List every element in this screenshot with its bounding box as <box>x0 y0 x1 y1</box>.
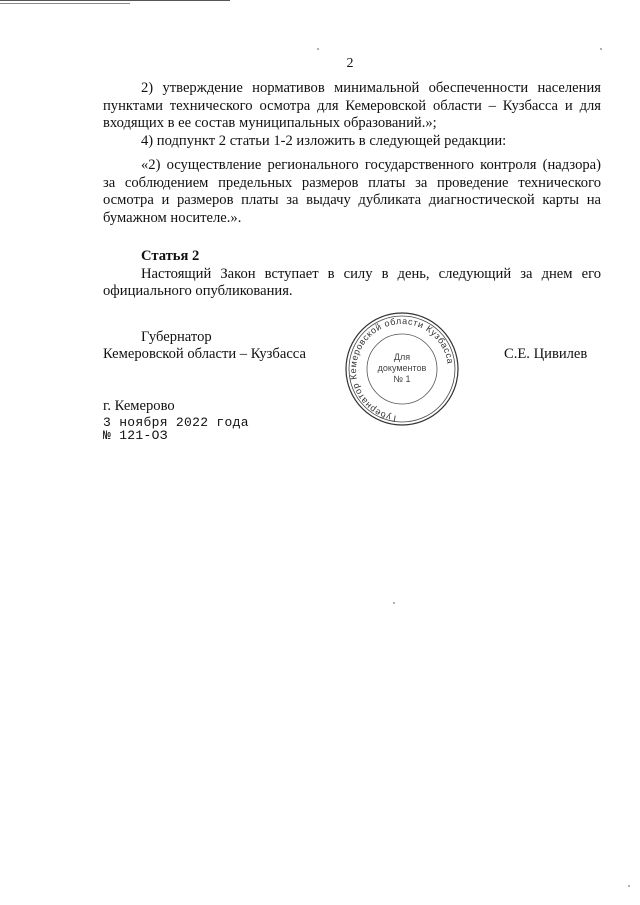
scan-speck <box>628 885 630 887</box>
stamp-center-line3: № 1 <box>393 374 411 384</box>
article-2 <box>103 248 601 301</box>
paragraph-item-4: 4) подпункт 2 статьи 1-2 изложить в следующей редакции: <box>141 132 507 149</box>
page-number: 2 <box>346 56 354 71</box>
quoted-text: «2) осуществление регионального государственного контроля (надзора) за соблюдением предельных размеров платы за проведение технического осмотра и размеров платы за выдачу дубликата диагностической карты на бумажном носителе.». <box>103 157 601 226</box>
signing-date: 3 ноября 2022 года <box>103 415 249 430</box>
stamp-center-line2: документов <box>377 363 427 373</box>
article-heading: Статья 2 <box>141 248 200 264</box>
signature-title-line1: Губернатор <box>141 329 212 345</box>
scan-speck <box>317 48 319 50</box>
amendment-block <box>103 80 601 150</box>
signature-title-line2: Кемеровской области – Кузбасса <box>103 346 306 362</box>
stamp-ring-text: Губернатор Кемеровской области Кузбасса <box>348 315 456 424</box>
scan-speck <box>600 48 602 50</box>
law-number: № 121-ОЗ <box>103 428 168 443</box>
article-text: Настоящий Закон вступает в силу в день, следующий за днем его официального опубликования. <box>103 265 601 299</box>
quoted-subparagraph <box>103 142 601 227</box>
stamp-center-line1: Для <box>393 352 411 362</box>
scan-edge-line <box>0 3 130 4</box>
scan-speck <box>393 602 395 604</box>
signatory-name: С.Е. Цивилев <box>504 346 588 362</box>
place-of-signing: г. Кемерово <box>103 398 175 414</box>
paragraph-item-2: 2) утверждение нормативов минимальной обеспеченности населения пунктами технического осмотра для Кемеровской области – Кузбасса и для входящих в ее состав муниципальных образований.»; <box>103 80 601 131</box>
scan-edge-line <box>0 0 230 1</box>
official-seal-stamp <box>340 310 465 428</box>
